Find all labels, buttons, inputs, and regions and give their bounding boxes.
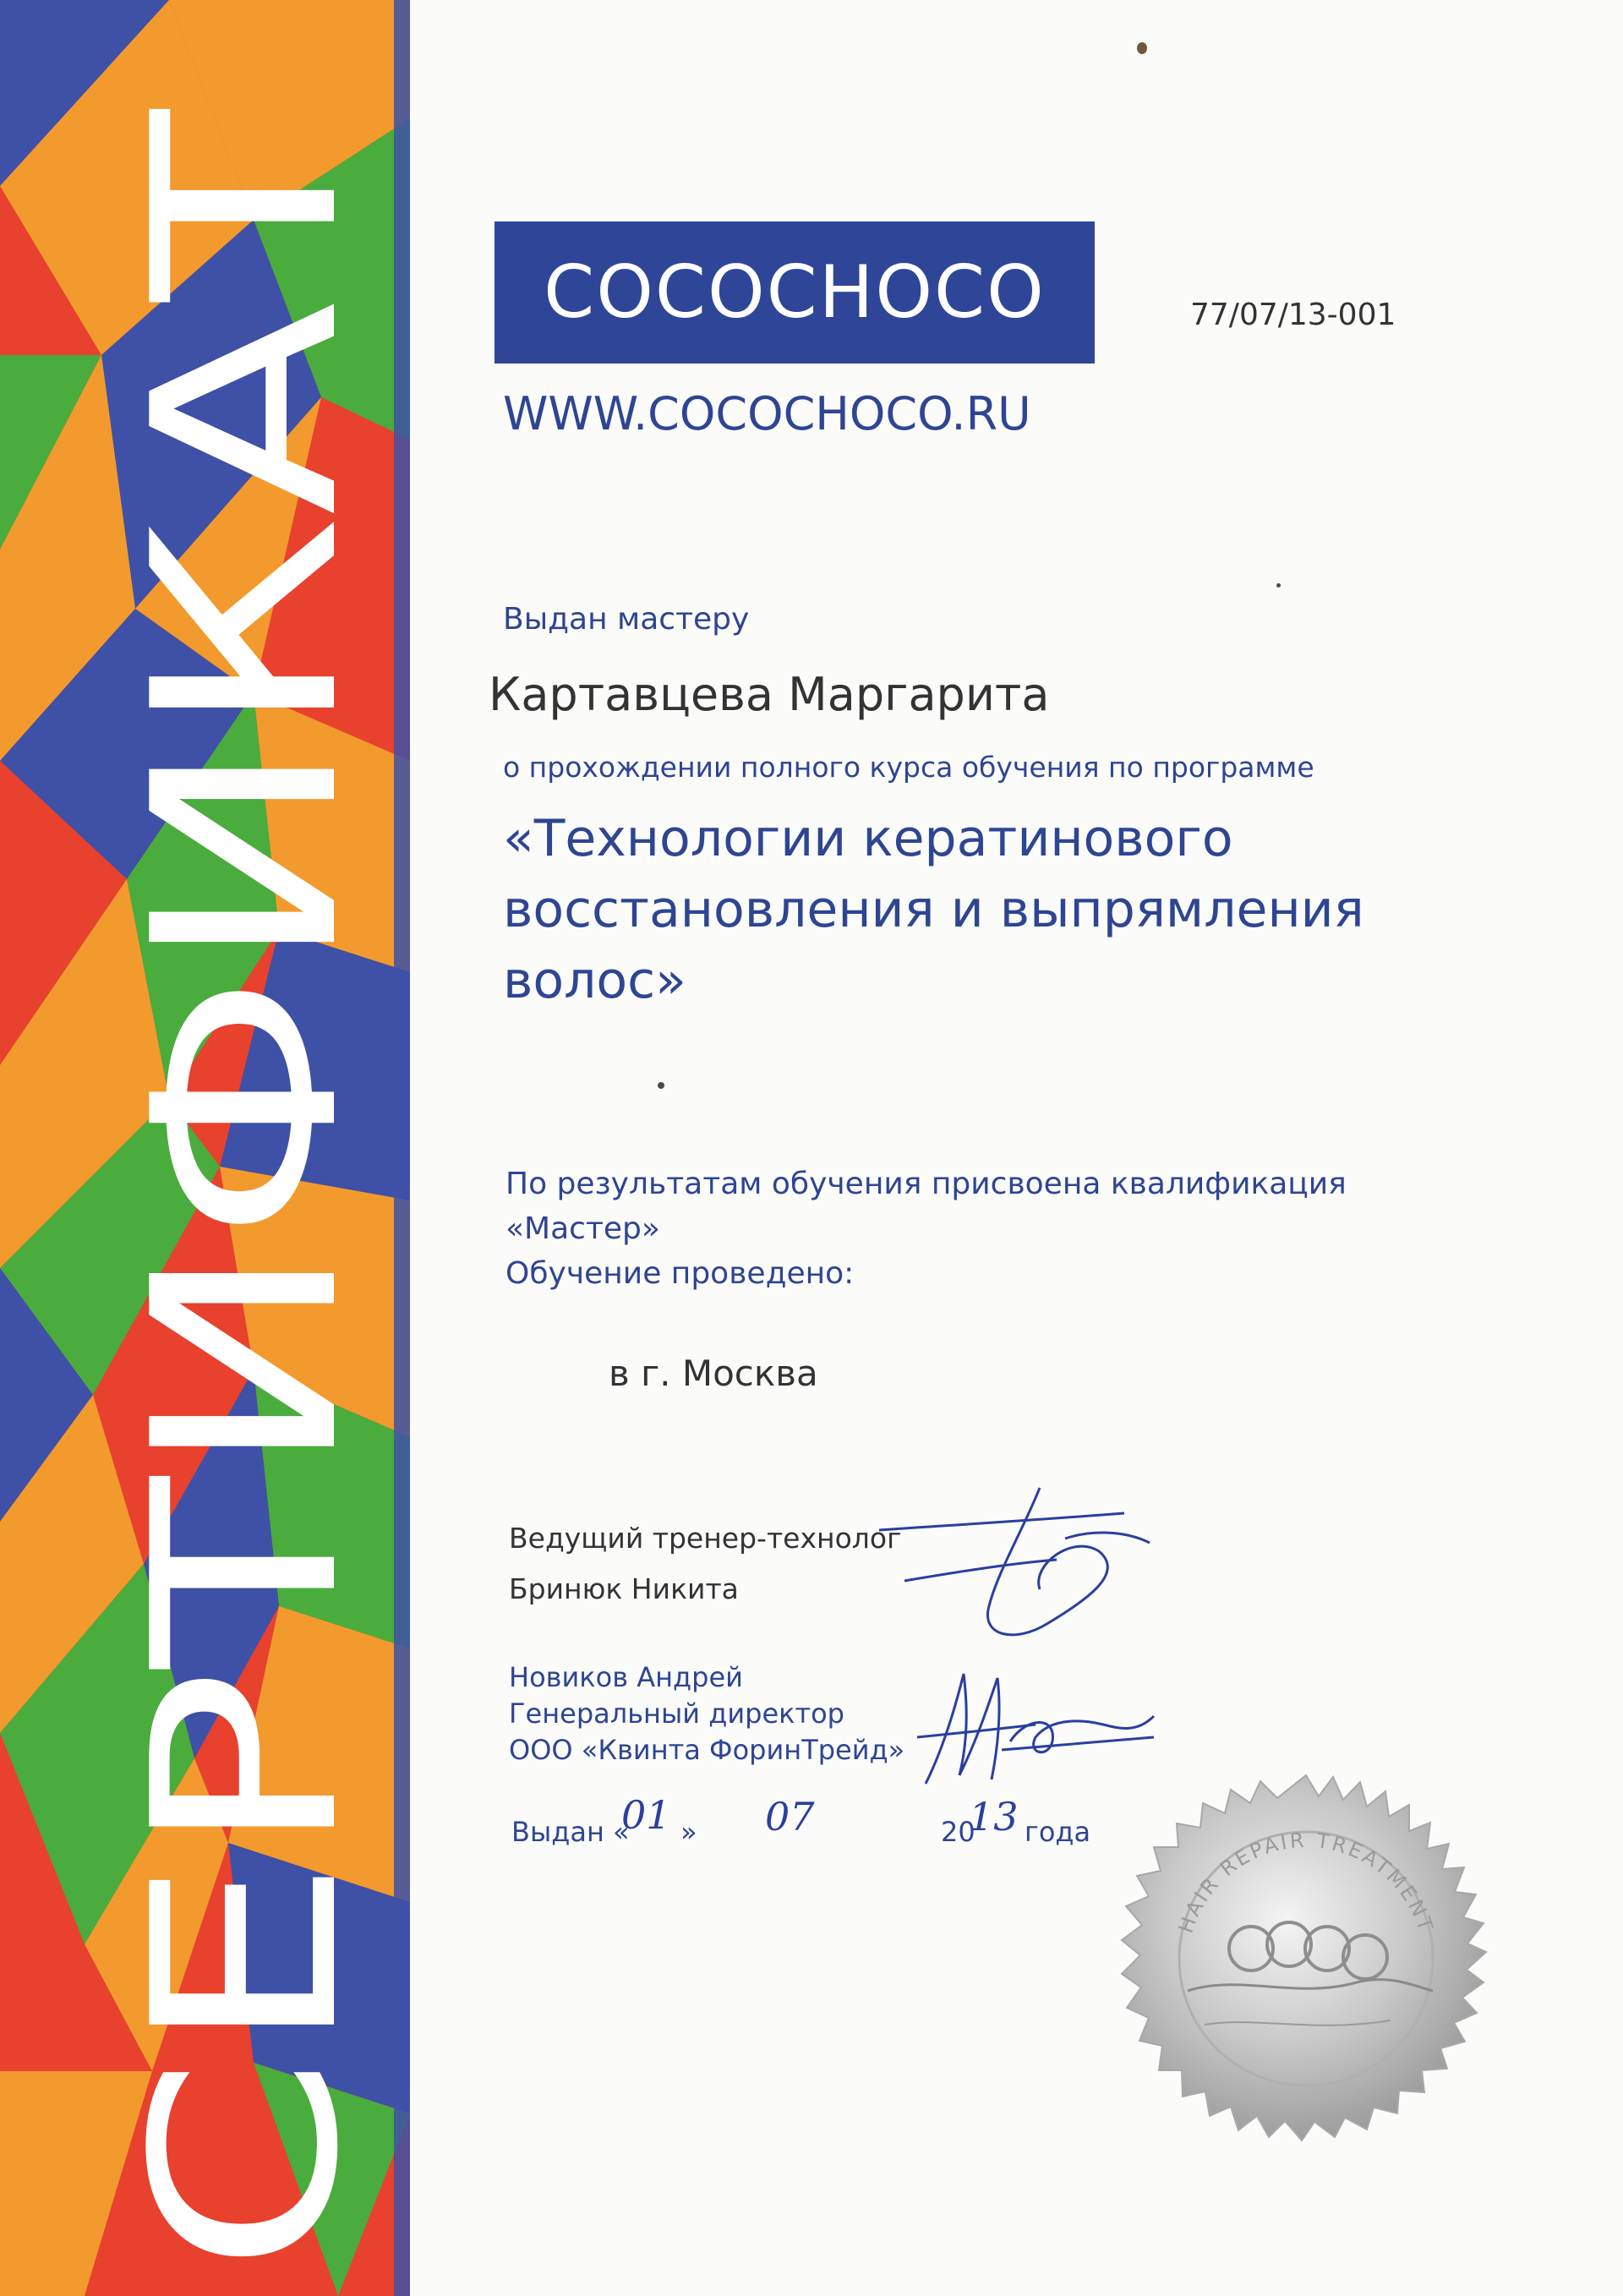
brand-logo [495,221,1095,364]
training-city: в г. Москва [609,1353,818,1394]
program-line: восстановления и выпрямления [503,880,1364,939]
logo-text: COCOCHOCO [544,250,1046,335]
ink-speck [658,1082,664,1089]
issue-month: 07 [765,1794,815,1840]
company-name: ООО «Квинта ФоринТрейд» [509,1734,905,1766]
issue-close-quote: » [680,1816,697,1848]
director-name: Новиков Андрей [509,1661,743,1693]
qualification-line: По результатам обучения присвоена квалификация [505,1167,1347,1201]
certificate-number: 77/07/13-001 [1190,298,1396,332]
trainer-name: Бринюк Никита [509,1572,739,1605]
issue-day: 01 [621,1792,671,1838]
qualification-value: «Мастер» [505,1211,660,1246]
program-line: волос» [503,951,686,1010]
issue-year-suffix: 13 [969,1794,1019,1840]
program-line: «Технологии кератинового [503,809,1233,868]
trainer-signature [871,1479,1175,1648]
decorative-band [0,0,410,2296]
certificate-word: СЕРТИФИКАТ [99,522,394,2274]
geometric-pattern [0,0,410,2296]
director-title: Генеральный директор [509,1697,844,1730]
website-url: WWW.COCOCHOCO.RU [503,387,1031,440]
recipient-name: Картавцева Маргарита [489,668,1050,721]
program-title [503,803,1500,1016]
embossed-seal [1112,1771,1500,2160]
seal-text: HAIR REPAIR TREATMENT [1173,1828,1439,1937]
issued-to-label: Выдан мастеру [503,602,750,637]
trainer-title: Ведущий тренер-технолог [509,1522,902,1555]
ink-speck [1276,583,1281,588]
issue-prefix: Выдан « [511,1816,630,1848]
course-intro: о прохождении полного курса обучения по программе [503,751,1314,784]
issue-year-prefix: 20 [941,1816,975,1848]
training-held-label: Обучение проведено: [505,1256,855,1291]
issue-suffix: года [1025,1816,1091,1848]
ink-speck [1137,42,1147,54]
